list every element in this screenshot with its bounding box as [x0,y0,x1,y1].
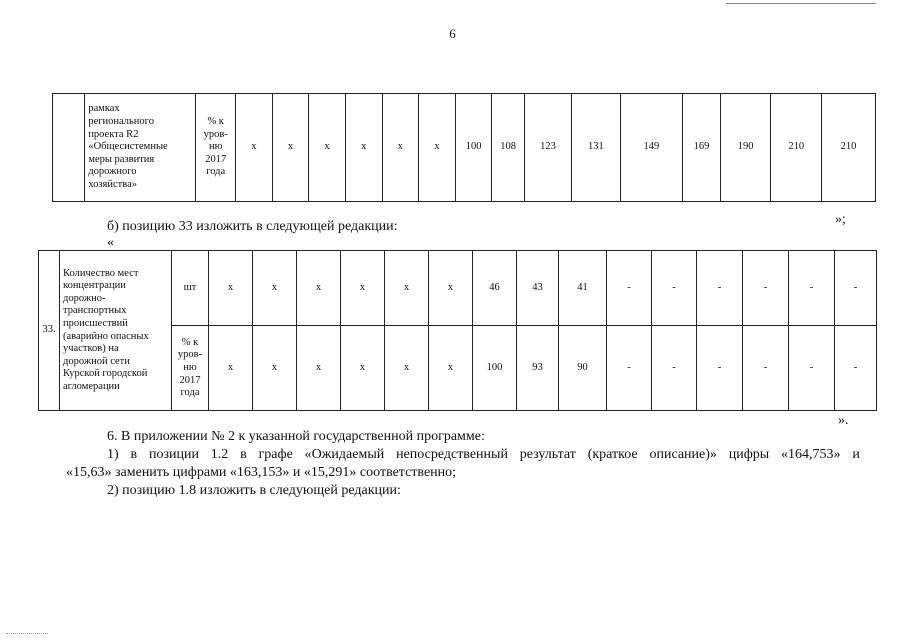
value-cell: x [209,326,253,411]
unit-cell: шт [172,251,209,326]
table-row [53,94,876,202]
description-line: Курской городской [63,368,148,380]
word: 1) [107,447,119,462]
description-line: дорожной сети [63,355,130,367]
unit-line: 2017 [205,153,227,165]
unit-line: 2017 [179,374,201,386]
description-line: меры развития [88,153,155,165]
value-cell: - [743,326,789,411]
value-cell: x [272,94,309,202]
value-cell: 149 [620,94,682,202]
value-cell: - [607,251,652,326]
word: «164,753» [781,447,841,462]
value-cell: x [382,94,419,202]
unit-line: года [180,387,200,399]
value-cell: - [789,251,835,326]
word: и [852,447,860,462]
value-cell: x [385,326,429,411]
description-line: Количество мест [63,267,139,279]
value-cell: 100 [473,326,517,411]
description-line: транспортных [63,305,127,317]
value-cell: 131 [572,94,620,202]
value-cell: x [345,94,382,202]
number-cell [53,94,85,202]
unit-line: ню [183,361,197,373]
unit-cell [172,326,209,411]
value-cell: 93 [517,326,559,411]
value-cell: - [835,326,877,411]
unit-line: уров- [203,128,228,140]
paragraph-6: 6. В приложении № 2 к указанной государственной программе: [107,429,485,444]
value-cell: 90 [559,326,607,411]
value-cell: x [297,326,341,411]
closing-quote: ». [838,413,849,428]
value-cell: 190 [720,94,771,202]
description-line: дорожного [88,166,137,178]
value-cell: x [209,251,253,326]
value-cell: x [341,326,385,411]
paragraph-1-line-1 [107,447,860,463]
word: позиции [148,447,199,462]
value-cell: x [236,94,273,202]
value-cell: x [309,94,346,202]
value-cell: - [652,326,697,411]
value-cell: 46 [473,251,517,326]
bottom-rule [6,633,48,634]
description-cell [60,251,172,411]
value-cell: 123 [524,94,571,202]
word: «Ожидаемый [304,447,385,462]
value-cell: - [743,251,789,326]
unit-line: ню [208,141,223,153]
paragraph-1-line-2: «15,63» заменить цифрами «163,153» и «15,291» соответственно; [66,465,457,480]
value-cell: x [385,251,429,326]
description-line: агломерации [63,380,120,392]
table-row [39,251,877,326]
value-cell: - [697,326,743,411]
description-line: участков) на [63,343,119,355]
word: в [130,447,138,462]
description-line: хозяйства» [88,178,137,190]
word: описание)» [649,447,717,462]
description-line: дорожно- [63,292,106,304]
description-line: «Общесистемные [88,141,168,153]
value-cell: - [697,251,743,326]
value-cell: - [652,251,697,326]
value-cell: x [419,94,456,202]
position-number-cell: 33. [39,251,60,411]
page-number: 6 [449,26,456,41]
word: в [240,447,247,462]
word: графе [258,447,293,462]
value-cell: 108 [492,94,524,202]
description-line: происшествий [63,317,128,329]
word: непосредственный [396,447,508,462]
description-line: регионального [88,116,154,128]
value-cell: 169 [683,94,721,202]
value-cell: x [341,251,385,326]
description-line: (аварийно опасных [63,330,149,342]
description-line: проекта R2 [88,128,139,140]
unit-line: % к [181,336,199,348]
description-line: концентрации [63,280,126,292]
value-cell: 210 [771,94,822,202]
indicator-table-continued [52,93,876,202]
value-cell: 43 [517,251,559,326]
value-cell: - [835,251,877,326]
value-cell: x [429,251,473,326]
value-cell: x [253,251,297,326]
opening-quote: « [107,235,114,250]
value-cell: - [607,326,652,411]
value-cell: 100 [455,94,492,202]
unit-line: % к [207,116,224,128]
value-cell: 210 [822,94,876,202]
word: результат [519,447,576,462]
paragraph-2: 2) позицию 1.8 изложить в следующей редакции: [107,483,401,498]
word: цифры [728,447,770,462]
description-line: рамках [88,103,120,115]
value-cell: - [789,326,835,411]
value-cell: 41 [559,251,607,326]
value-cell: x [429,326,473,411]
unit-cell [196,94,236,202]
description-cell [85,94,196,202]
item-b-text: б) позицию 33 изложить в следующей редакции: [107,219,398,234]
value-cell: x [297,251,341,326]
value-cell: x [253,326,297,411]
closing-quote: »; [835,212,846,227]
word: (краткое [587,447,638,462]
word: 1.2 [210,447,229,462]
indicator-table-position-33 [38,250,877,411]
top-rule [726,3,876,4]
unit-line: уров- [177,349,203,361]
unit-line: года [206,166,226,178]
